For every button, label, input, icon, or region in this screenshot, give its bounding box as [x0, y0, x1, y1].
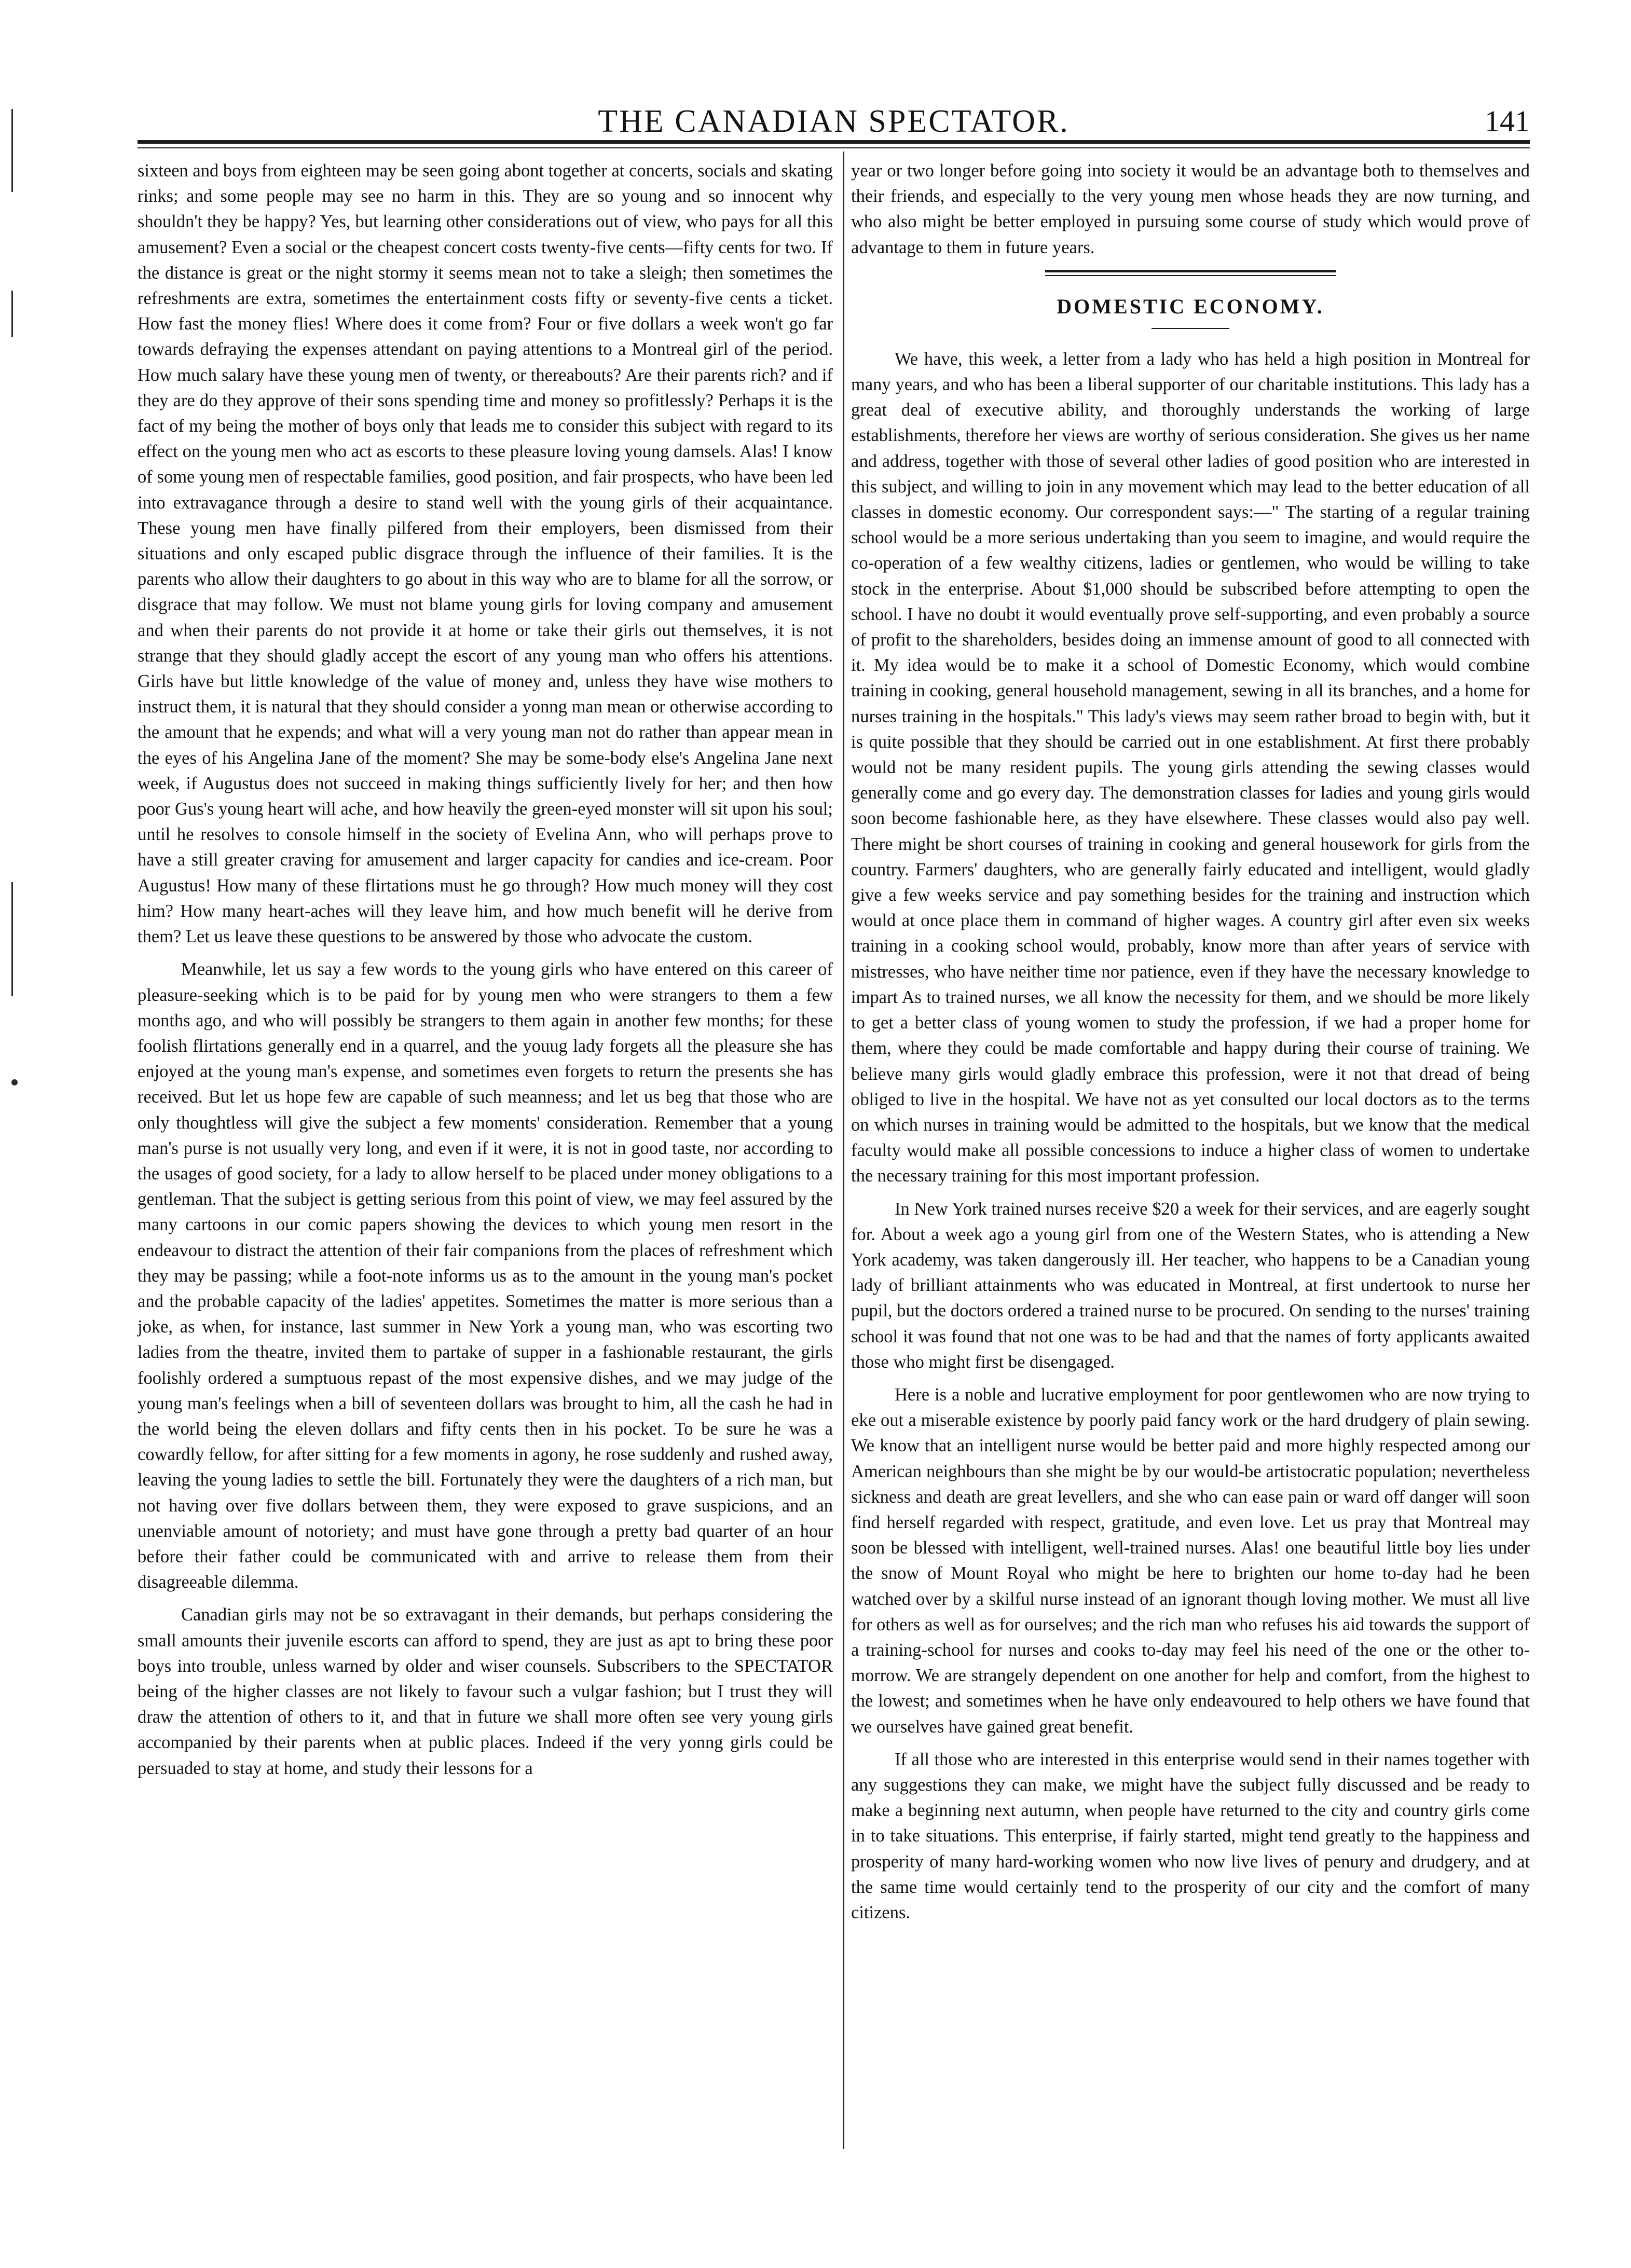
section-heading-underline: [1152, 328, 1229, 329]
left-paragraph-2: Meanwhile, let us say a few words to the young girls who have entered on this career of pleasure-seeking which is to be paid for by young men who were strangers to them a few months ago, and who will possibly be strangers to them again in another few months; for these foolish flirtations generally end in a quarrel, and the youug lady forgets all the pleasure she has enjoyed at the young man's expense, and sometimes even forgets to return the presents she has received. But let us hope few are capable of such meanness; and let us beg that those who are only thoughtless will give the subject a few moments' consideration. Remember that a young man's purse is not usually very long, and even if it were, it is not in good taste, nor according to the usages of good society, for a lady to allow herself to be placed under money obligations to a gentleman. That the subject is getting serious from this point of view, we may feel assured by the many cartoons in our comic papers showing the devices to which young men resort in the endeavour to distract the attention of their fair companions from the places of refreshment which they may be passing; while a foot-note informs us as to the amount in the young man's pocket and the probable capacity of the ladies' appetites. Sometimes the matter is more serious than a joke, as when, for instance, last summer in New York a young man, who was escorting two ladies from the theatre, invited them to partake of supper in a fashionable restaurant, the girls foolishly ordered a sumptuous repast of the most expensive dishes, and we may judge of the young man's feelings when a bill of seventeen dollars was brought to him, all the cash he had in the world being the eleven dollars and fifty cents then in his pocket. To be sure he was a cowardly fellow, for after sitting for a few moments in agony, he rose suddenly and rushed away, leaving the young ladies to settle the bill. Fortunately they were the daughters of a rich man, but not having over five dollars between them, they were exposed to grave suspicions, and an unenviable amount of notoriety; and must have gone through a pretty bad quarter of an hour before their father could be communicated with and arrive to release them from their disagreeable dilemma.: [138, 959, 833, 1592]
right-paragraph-1: We have, this week, a letter from a lady who has held a high position in Montreal for many years, and who has been a liberal supporter of our charitable institutions. This lady has a great deal of executive ability, and thoroughly understands the working of large establishments, therefore her views are worthy of serious consideration. She gives us her name and address, together with those of several other ladies of good position who are interested in this subject, and willing to join in any movement which may lead to the better education of all classes in domestic economy. Our correspondent says:—" The starting of a regular training school would be a more serious undertaking than you seem to imagine, and would require the co-operation of a few wealthy citizens, ladies or gentlemen, who would be willing to take stock in the enterprise. About $1,000 should be subscribed before attempting to open the school. I have no doubt it would eventually prove self-supporting, and even probably a source of profit to the shareholders, besides doing an immense amount of good to all connected with it. My idea would be to make it a school of Domestic Economy, which would combine training in cooking, general household management, sewing in all its branches, and a home for nurses training in the hospitals." This lady's views may seem rather broad to begin with, but it is quite possible that they should be carried out in one establishment. At first there probably would not be many resident pupils. The young girls attending the sewing classes would generally come and go every day. The demonstration classes for ladies and young girls would soon become fashionable here, as they have elsewhere. These classes would also pay well. There might be short courses of training in cooking and general housework for girls from the country. Farmers' daughters, who are generally fairly educated and intelligent, would gladly give a few weeks service and pay something besides for the training and instruction which would at once place them in command of higher wages. A country girl after even six weeks training in a cooking school would, probably, know more than after years of service with mistresses, who have neither time nor patience, even if they have the necessary knowledge to impart As to trained nurses, we all know the necessity for them, and we should be more likely to get a better class of young women to study the profession, if we had a proper home for them, where they could be made comfortable and happy during their course of training. We believe many girls would gladly embrace this profession, were it not that dread of being obliged to live in the hospital. We have not as yet consulted our local doctors as to the terms on which nurses in training would be admitted to the hospitals, but we know that the medical faculty would make all possible concessions to induce a higher class of women to undertake the necessary training for this most important profession.: [851, 349, 1530, 1186]
right-column: [851, 158, 1530, 1933]
margin-dot: [11, 1079, 18, 1085]
section-heading: DOMESTIC ECONOMY.: [1057, 294, 1324, 318]
column-divider: [843, 152, 844, 2149]
left-column: [138, 158, 833, 1789]
margin-mark: [11, 291, 13, 337]
header-rule-thick: [138, 140, 1530, 144]
left-paragraph-1: sixteen and boys from eighteen may be seen going abont together at concerts, socials and skating rinks; and some people may see no harm in this. They are so young and so innocent why shouldn't they be happy? Yes, but learning other considerations out of view, who pays for all this amusement? Even a social or the cheapest concert costs twenty-five cents—fifty cents for two. If the distance is great or the night stormy it seems mean not to take a sleigh; then sometimes the refreshments are extra, sometimes the entertainment costs fifty or seventy-five cents a ticket. How fast the money flies! Where does it come from? Four or five dollars a week won't go far towards defraying the expenses attendant on paying attentions to a Montreal girl of the period. How much salary have these young men of twenty, or thereabouts? Are their parents rich? and if they are do they approve of their sons spending time and money so profitlessly? Perhaps it is the fact of my being the mother of boys only that leads me to consider this subject with regard to its effect on the young men who act as escorts to these pleasure loving young damsels. Alas! I know of some young men of respectable families, good position, and fair prospects, who have been led into extravagance through a desire to stand well with the young girls of their acquaintance. These young men have finally pilfered from their employers, been dismissed from their situations and only escaped public disgrace through the influence of their families. It is the parents who allow their daughters to go about in this way who are to blame for all the sorrow, or disgrace that may follow. We must not blame young girls for loving company and amusement and when their parents do not provide it at home or take their girls out themselves, it is not strange that they should gladly accept the escort of any young man who offers his attentions. Girls have but little knowledge of the value of money and, unless they have wise mothers to instruct them, it is natural that they should consider a yonng man mean or otherwise according to the amount that he expends; and what will a very young man not do rather than appear mean in the eyes of his Angelina Jane of the moment? She may be some-body else's Angelina Jane next week, if Augustus does not succeed in making things sufficiently lively for her; and then how poor Gus's young heart will ache, and how heavily the green-eyed monster will sit upon his soul; until he resolves to console himself in the society of Evelina Ann, who will perhaps prove to have a still greater craving for amusement and larger capacity for candies and ice-cream. Poor Augustus! How many of these flirtations must he go through? How much money will they cost him? How many heart-aches will they leave him, and how much benefit will he derive from them? Let us leave these questions to be answered by those who advocate the custom.: [138, 161, 833, 947]
right-paragraph-2: In New York trained nurses receive $20 a week for their services, and are eagerly sought for. About a week ago a young girl from one of the Western States, who is attending a New York academy, was taken dangerously ill. Her teacher, who happens to be a Canadian young lady of brilliant attainments who was educated in Montreal, at first undertook to nurse her pupil, but the doctors ordered a trained nurse to be procured. On sending to the nurses' training school it was found that not one was to be had and that the names of forty applicants awaited those who might first be disengaged.: [851, 1199, 1530, 1372]
masthead-title: THE CANADIAN SPECTATOR.: [598, 104, 1070, 139]
margin-mark: [11, 109, 13, 192]
right-continuation-paragraph: year or two longer before going into society it would be an advantage both to themselves and their friends, and especially to the very young men whose heads they are now turning, and who also might be better employed in pursuing some course of study which would prove of advantage to them in future years.: [851, 161, 1530, 257]
margin-mark: [11, 882, 13, 996]
left-paragraph-3: Canadian girls may not be so extravagant in their demands, but perhaps considering the small amounts their juvenile escorts can afford to spend, they are just as apt to bring these poor boys into trouble, unless warned by older and wiser counsels. Subscribers to the SPECTATOR being of the higher classes are not likely to favour such a vulgar fashion; but I trust they will draw the attention of others to it, and that in future we shall more often see very young girls accompanied by their parents when at public places. Indeed if the very yonng girls could be persuaded to stay at home, and study their lessons for a: [138, 1605, 833, 1778]
page-number: 141: [1485, 104, 1530, 138]
right-paragraph-3: Here is a noble and lucrative employment for poor gentlewomen who are now trying to eke out a miserable existence by poorly paid fancy work or the hard drudgery of plain sewing. We know that an intelligent nurse would be better paid and more highly respected among our American neighbours than she might be by our would-be artistocratic population; nevertheless sickness and death are great levellers, and she who can ease pain or ward off danger will soon find herself regarded with respect, gratitude, and even love. Let us pray that Montreal may soon be blessed with intelligent, well-trained nurses. Alas! one beautiful little boy lies under the snow of Mount Royal who might be here to brighten our home to-day had he been watched over by a skilful nurse instead of an ignorant though loving mother. We must all live for others as well as for ourselves; and the rich man who refuses his aid towards the support of a training-school for nurses and cooks to-day may feel his need of the one or the other to-morrow. We are strangely dependent on one another for help and comfort, from the highest to the lowest; and sometimes when he have only endeavoured to help others we have found that we ourselves have gained great benefit.: [851, 1384, 1530, 1737]
right-paragraph-4: If all those who are interested in this enterprise would send in their names together with any suggestions they can make, we might have the subject fully discussed and be ready to make a beginning next autumn, when people have returned to the city and country girls come in to take situations. This enterprise, if fairly started, might tend greatly to the happiness and prosperity of many hard-working women who now live lives of penury and drudgery, and at the same time would certainly tend to the prosperity of our city and the comfort of many citizens.: [851, 1749, 1530, 1922]
header-rule-thin: [138, 147, 1530, 148]
section-separator-rule: [1045, 270, 1336, 276]
